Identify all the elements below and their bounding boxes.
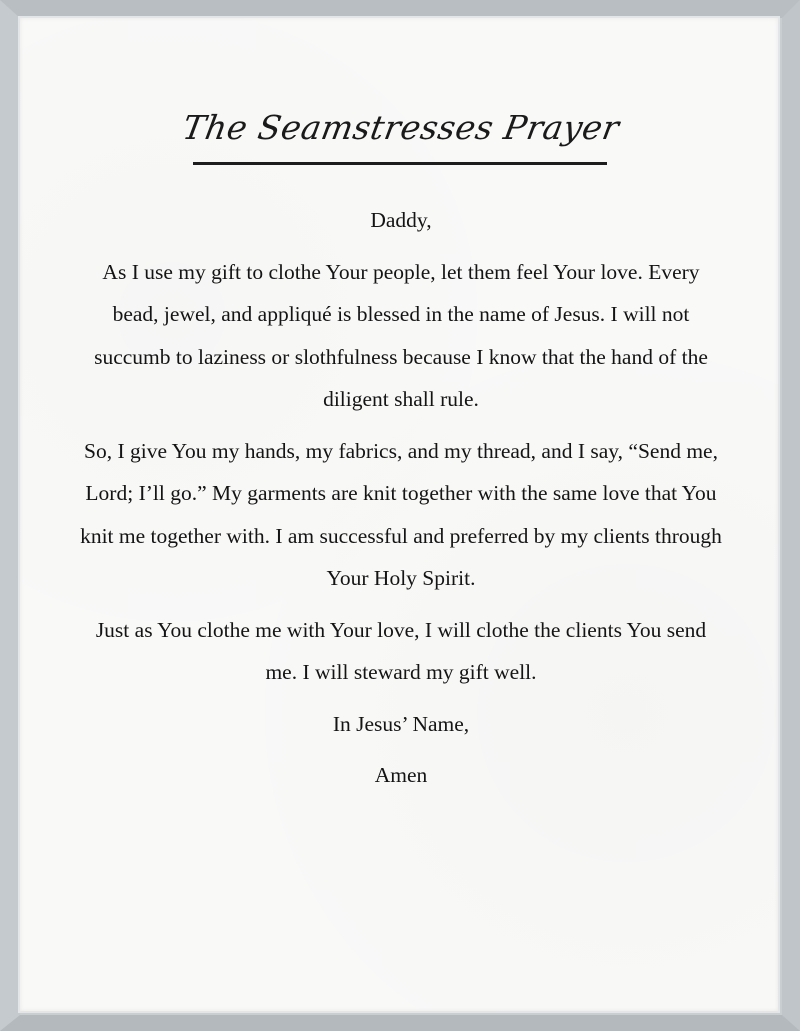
prayer-paragraph-3: Just as You clothe me with Your love, I will clothe the clients You send me. I will steward my gift well. — [95, 617, 707, 684]
prayer-paragraph-1: As I use my gift to clothe Your people, let them feel Your love. Every bead, jewel, and appliqué is blessed in the name of Jesus. I will not succumb to laziness or slothfulness because I know that the hand of the diligent shall rule. — [94, 259, 708, 411]
closing-line: In Jesus’ Name, — [332, 711, 470, 736]
title-underline — [193, 162, 607, 165]
prayer-paragraph-2: So, I give You my hands, my fabrics, and my thread, and I say, “Send me, Lord; I’ll go.” My garments are knit together with the same love that You knit me together with. I am successful and preferred by my clients through Your Holy Spirit. — [80, 438, 722, 590]
prayer-page — [18, 16, 780, 1013]
prayer-title: The Seamstresses Prayer — [179, 108, 623, 147]
title-container — [20, 110, 782, 146]
prayer-body — [80, 199, 722, 806]
salutation: Daddy, — [370, 208, 432, 232]
amen-line: Amen — [374, 763, 428, 787]
